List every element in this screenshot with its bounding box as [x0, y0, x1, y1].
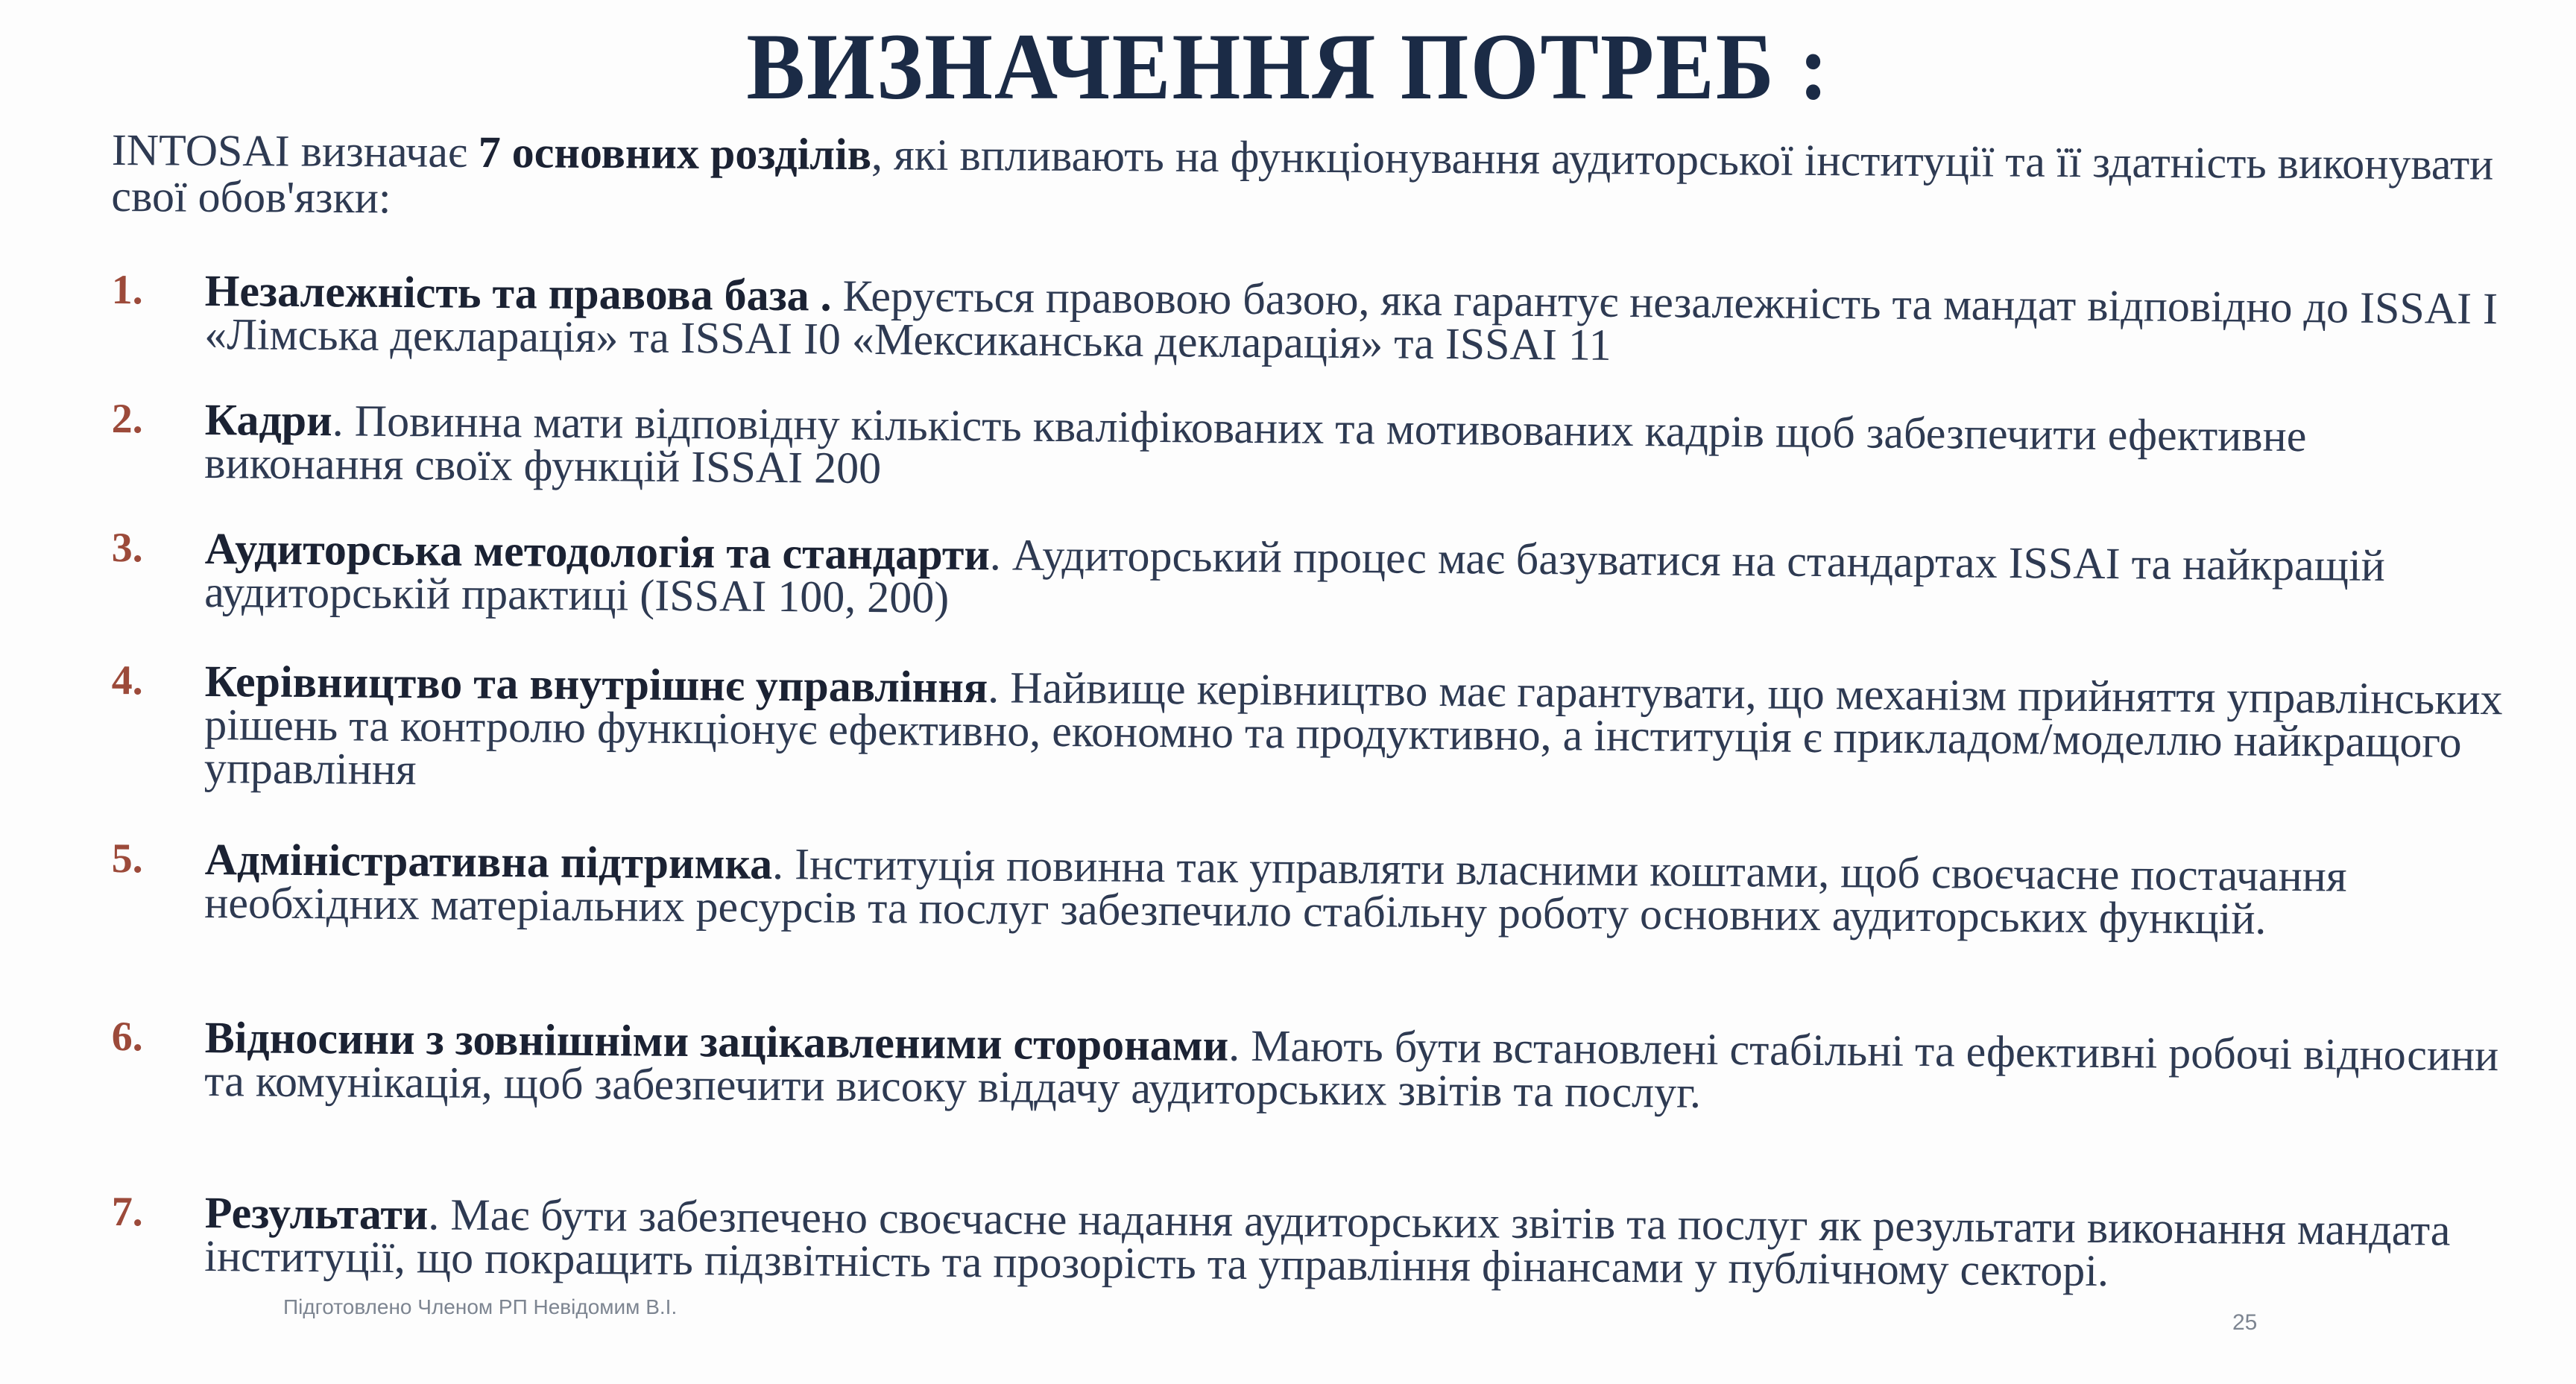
- item-body: [204, 834, 2516, 944]
- item-number: 6.: [111, 1014, 144, 1061]
- slide-title: ВИЗНАЧЕННЯ ПОТРЕБ :: [746, 13, 1830, 120]
- item-body: [204, 265, 2516, 373]
- item-heading: Аудиторська методологія та стандарти: [204, 523, 991, 580]
- item-text: . Повинна мати відповідну кількість кваліфікованих та мотивованих кадрів щоб забезпечити ефективне виконання своїх функцій ISSAI 200: [204, 396, 2307, 493]
- item-heading: Кадри: [204, 394, 333, 446]
- item-heading: Результати: [204, 1187, 429, 1239]
- intro-prefix: INTOSAI визначає: [111, 125, 479, 177]
- item-text: . Мають бути встановлені стабільні та ефективні робочі відносини та комунікація, щоб забезпечити високу віддачу аудиторських звітів та послуг.: [204, 1020, 2499, 1117]
- item-number: 4.: [111, 657, 144, 704]
- item-number: 5.: [111, 835, 144, 882]
- item-number: 3.: [111, 525, 144, 572]
- item-text: . Найвище керівництво має гарантувати, що механізм прийняття управлінських рішень та контролю функціонує ефективно, економно та продуктивно, а інституція є прикладом/моделлю найкращого управління: [203, 663, 2503, 794]
- item-heading: Адміністративна підтримка: [204, 834, 773, 888]
- item-heading: Керівництво та внутрішнє управління: [204, 656, 988, 712]
- item-number: 1.: [111, 267, 144, 314]
- list-item-7: [111, 1187, 2519, 1296]
- item-text: . Інституція повинна так управляти власними коштами, щоб своєчасне постачання необхідних матеріальних ресурсів та послуг забезпечило стабільну роботу основних аудиторських функцій.: [204, 838, 2347, 944]
- list-item-4: [111, 656, 2519, 794]
- intro-suffix: , які впливають на функціонування аудиторської інституції та її здатність виконувати свої обов'язки:: [111, 130, 2494, 223]
- list-item-5: [111, 834, 2519, 944]
- intro-paragraph: [111, 127, 2512, 234]
- list-item-2: [111, 394, 2519, 493]
- item-body: [204, 394, 2516, 502]
- item-number: 2.: [111, 396, 144, 443]
- item-body: [204, 1187, 2516, 1296]
- list-item-1: [111, 265, 2519, 370]
- list-item-6: [111, 1012, 2519, 1117]
- item-text: . Має бути забезпечено своєчасне надання аудиторських звітів та послуг як результати виконання мандата інституції, що покращить підзвітність та прозорість та управління фінансами у публічному секторі.: [204, 1189, 2451, 1296]
- footer-author: Підготовлено Членом РП Невідомим В.І.: [283, 1295, 678, 1318]
- item-heading: Незалежність та правова база .: [204, 265, 832, 320]
- item-body: [204, 1012, 2516, 1120]
- item-number: 7.: [111, 1189, 144, 1236]
- page-number: 25: [2232, 1310, 2258, 1335]
- item-text: . Аудиторський процес має базуватися на стандартах ISSAI та найкращій аудиторській практиці (ISSAI 100, 200): [204, 530, 2386, 622]
- item-text: Керується правовою базою, яка гарантує незалежність та мандат відповідно до ISSAI I «Лімська декларація» та ISSAI I0 «Мексиканська декларація» та ISSAI 11: [204, 271, 2498, 370]
- intro-bold: 7 основних розділів: [478, 127, 872, 180]
- item-body: [204, 523, 2516, 631]
- item-heading: Відносини з зовнішніми зацікавленими сторонами: [204, 1012, 1229, 1070]
- list-item-3: [111, 523, 2519, 622]
- item-body: [203, 656, 2516, 807]
